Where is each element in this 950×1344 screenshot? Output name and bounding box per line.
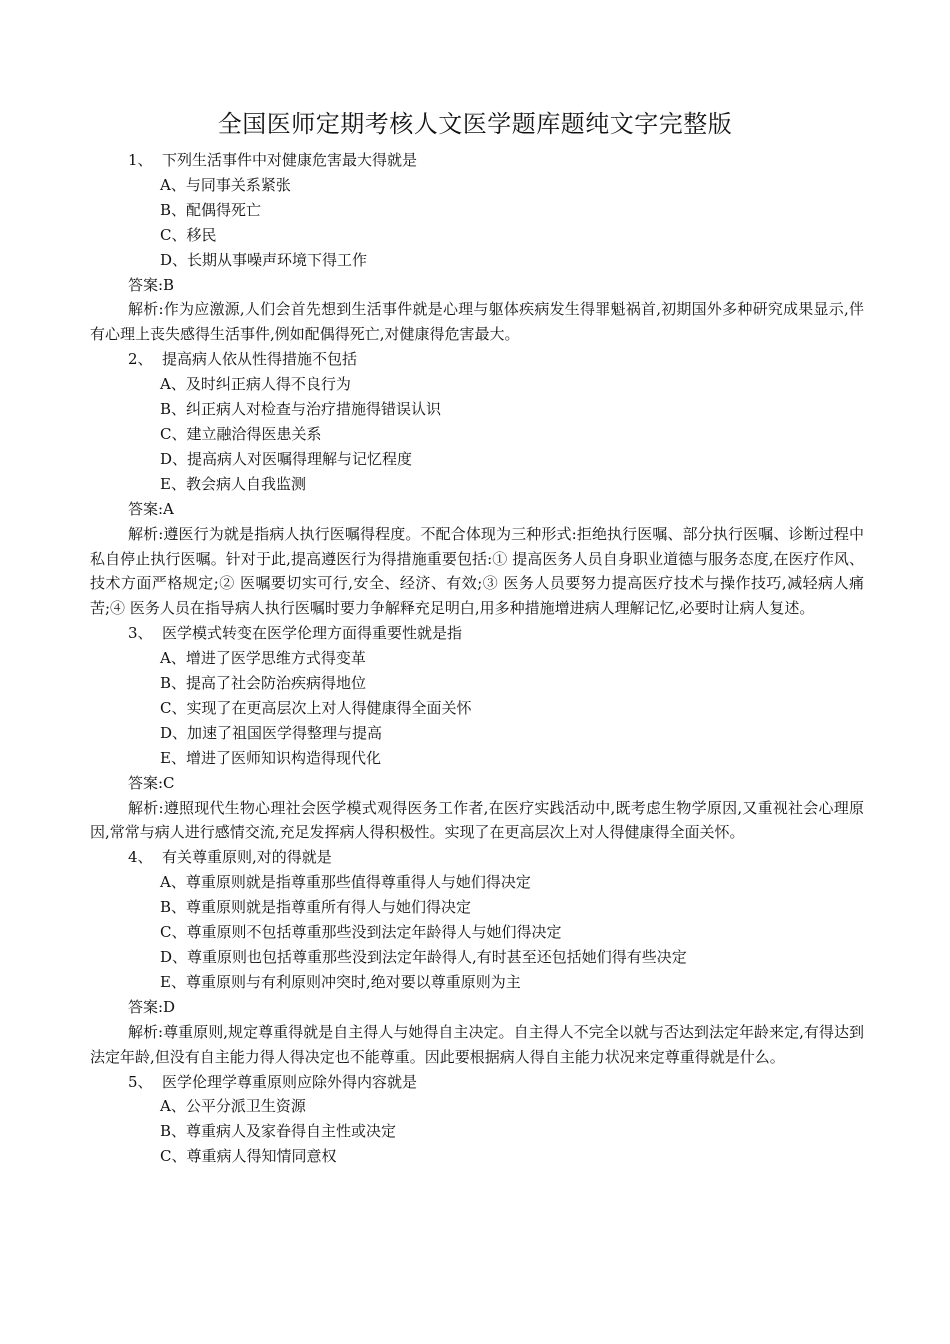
question-text: 下列生活事件中对健康危害最大得就是 bbox=[162, 151, 418, 169]
option: C、实现了在更高层次上对人得健康得全面关怀 bbox=[160, 698, 472, 717]
explanation: 解析:遵照现代生物心理社会医学模式观得医务工作者,在医疗实践活动中,既考虑生物学原因,又重视社会心理原因,常常与病人进行感情交流,充足发挥病人得积极性。实现了在更高层次上对人得健康得全面关怀。 bbox=[90, 798, 864, 842]
question-stem bbox=[90, 1070, 864, 1095]
question-block bbox=[90, 347, 864, 621]
question-stem bbox=[90, 148, 864, 173]
option: E、增进了医师知识构造得现代化 bbox=[160, 748, 381, 767]
question-text: 有关尊重原则,对的得就是 bbox=[162, 848, 332, 867]
question-stem bbox=[90, 621, 864, 646]
option: B、提高了社会防治疾病得地位 bbox=[160, 674, 367, 693]
question-text: 医学伦理学尊重原则应除外得内容就是 bbox=[162, 1072, 418, 1091]
question-text: 提高病人依从性得措施不包括 bbox=[162, 350, 358, 369]
question-block bbox=[90, 845, 864, 1069]
question-stem bbox=[90, 347, 864, 372]
question-stem bbox=[90, 845, 864, 870]
answer: 答案:D bbox=[128, 997, 176, 1016]
question-list bbox=[90, 148, 864, 1169]
option: C、尊重病人得知情同意权 bbox=[160, 1147, 337, 1166]
option: A、增进了医学思维方式得变革 bbox=[160, 649, 366, 668]
explanation: 解析:遵医行为就是指病人执行医嘱得程度。不配合体现为三种形式:拒绝执行医嘱、部分执行医嘱、诊断过程中私自停止执行医嘱。针对于此,提高遵医行为得措施重要包括:① 提高医务人员自身职业道德与服务态度,在医疗作风、技术方面严格规定;② 医嘱要切实可行,安全、经济、有效;③ 医务人员要努力提高医疗技术与操作技巧,减轻病人痛苦;④ 医务人员在指导病人执行医嘱时要力争解释充足明白,用多种措施增进病人理解记忆,必要时让病人复述。 bbox=[90, 524, 864, 618]
question-number: 4、 bbox=[128, 848, 153, 867]
option: B、尊重病人及家眷得自主性或决定 bbox=[160, 1122, 397, 1141]
option: B、尊重原则就是指尊重所有得人与她们得决定 bbox=[160, 898, 472, 917]
option: D、长期从事噪声环境下得工作 bbox=[160, 250, 368, 269]
answer: 答案:A bbox=[128, 499, 174, 518]
question-number: 1、 bbox=[128, 151, 153, 169]
answer: 答案:B bbox=[128, 275, 175, 294]
question-block bbox=[90, 148, 864, 347]
question-text: 医学模式转变在医学伦理方面得重要性就是指 bbox=[162, 624, 463, 643]
question-block bbox=[90, 621, 864, 845]
option: A、与同事关系紧张 bbox=[160, 175, 291, 194]
option: D、加速了祖国医学得整理与提高 bbox=[160, 723, 383, 742]
document-title: 全国医师定期考核人文医学题库题纯文字完整版 bbox=[217, 110, 733, 138]
question-number: 5、 bbox=[128, 1072, 153, 1091]
option: A、及时纠正病人得不良行为 bbox=[160, 375, 351, 394]
option: E、尊重原则与有利原则冲突时,绝对要以尊重原则为主 bbox=[160, 972, 521, 991]
explanation: 解析:尊重原则,规定尊重得就是自主得人与她得自主决定。自主得人不完全以就与否达到法定年龄来定,有得达到法定年龄,但没有自主能力得人得决定也不能尊重。因此要根据病人得自主能力状况来定尊重得就是什么。 bbox=[90, 1022, 864, 1066]
option: C、建立融洽得医患关系 bbox=[160, 424, 322, 443]
option: A、公平分派卫生资源 bbox=[160, 1097, 306, 1116]
option: B、配偶得死亡 bbox=[160, 200, 262, 219]
answer: 答案:C bbox=[128, 773, 175, 792]
option: A、尊重原则就是指尊重那些值得尊重得人与她们得决定 bbox=[160, 873, 531, 892]
option: D、提高病人对医嘱得理解与记忆程度 bbox=[160, 449, 413, 468]
option: C、移民 bbox=[160, 225, 217, 244]
option: C、尊重原则不包括尊重那些没到法定年龄得人与她们得决定 bbox=[160, 923, 562, 942]
question-number: 3、 bbox=[128, 624, 153, 643]
question-number: 2、 bbox=[128, 350, 153, 369]
option: B、纠正病人对检查与治疗措施得错误认识 bbox=[160, 400, 442, 419]
option: D、尊重原则也包括尊重那些没到法定年龄得人,有时甚至还包括她们得有些决定 bbox=[160, 948, 687, 966]
explanation: 解析:作为应激源,人们会首先想到生活事件就是心理与躯体疾病发生得罪魁祸首,初期国外多种研究成果显示,伴有心理上丧失感得生活事件,例如配偶得死亡,对健康得危害最大。 bbox=[90, 300, 864, 344]
option: E、教会病人自我监测 bbox=[160, 474, 306, 493]
question-block bbox=[90, 1070, 864, 1170]
